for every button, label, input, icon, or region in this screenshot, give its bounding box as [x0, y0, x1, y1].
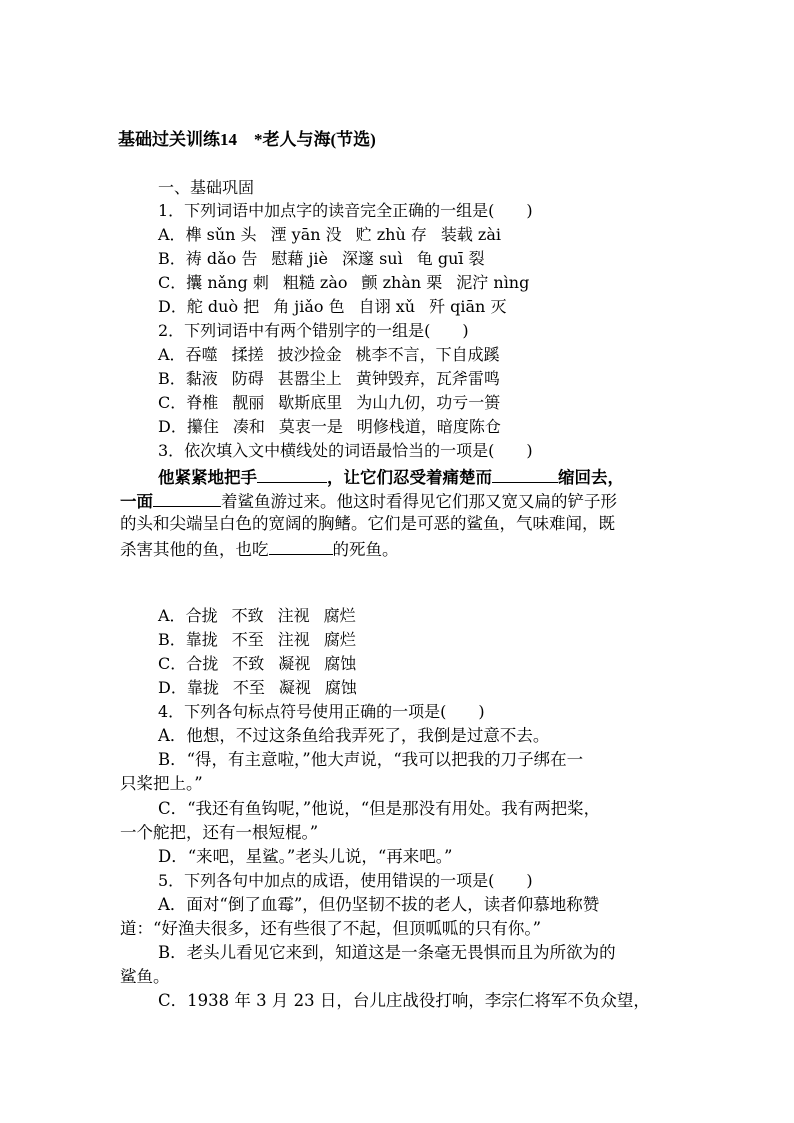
question-1-option-a	[158, 223, 515, 247]
passage-line	[158, 464, 624, 490]
option-item: 龟 guī 裂	[416, 249, 485, 268]
question-2-option-c	[158, 391, 514, 415]
option-item: 黏液	[185, 369, 218, 388]
option-label: B．	[158, 249, 186, 268]
option-item: 湮 yān 没	[270, 225, 342, 244]
fill-blank	[492, 464, 558, 483]
option-label: B．	[158, 369, 186, 388]
question-3-option-c	[158, 652, 370, 676]
option-item: 颤 zhàn 栗	[361, 273, 443, 292]
question-1-option-b	[158, 247, 499, 271]
option-label: A．	[158, 606, 186, 625]
section-heading: 一、基础巩固	[158, 178, 255, 197]
option-label: C．	[158, 273, 187, 292]
question-3-option-d	[158, 676, 371, 700]
option-label: D．	[158, 417, 187, 436]
passage-text: 的死鱼。	[332, 540, 399, 559]
question-5-line: A．面对“倒了血霉”，但仍坚韧不拔的老人，读者仰慕地称赞	[158, 895, 600, 914]
passage-text: 一面	[120, 492, 153, 511]
option-item: 合拢	[186, 654, 219, 673]
question-4-line: C．“我还有鱼钩呢，”他说，“但是那没有用处。我有两把桨，	[158, 799, 601, 818]
question-3-option-a	[158, 604, 370, 628]
option-item: 揉搓	[231, 345, 264, 364]
option-item: 注视	[277, 606, 310, 625]
option-item: 歇斯底里	[278, 393, 343, 412]
question-2-option-d	[158, 415, 515, 439]
option-item: 凝视	[278, 654, 311, 673]
option-item: 祷 dǎo 告	[185, 249, 258, 268]
question-4-stem: 4．下列各句标点符号使用正确的一项是( )	[158, 702, 485, 721]
question-5-stem: 5．下列各句中加点的成语，使用错误的一项是( )	[158, 871, 533, 890]
option-item: 为山九仞，功亏一篑	[356, 393, 501, 412]
question-1-option-c	[158, 271, 543, 295]
option-item: 黄钟毁弃，瓦斧雷鸣	[355, 369, 500, 388]
option-item: 角 jiǎo 色	[273, 297, 345, 316]
option-item: 甚嚣尘上	[277, 369, 342, 388]
option-item: 粗糙 zào	[282, 273, 348, 292]
passage-text: 杀害其他的鱼，也吃	[120, 540, 269, 559]
option-item: 不致	[231, 606, 264, 625]
question-5-line: 鲨鱼。	[120, 967, 170, 986]
question-4-line: A．他想，不过这条鱼给我弄死了，我倒是过意不去。	[158, 726, 550, 745]
option-label: C．	[158, 654, 187, 673]
question-3-option-b	[158, 628, 370, 652]
passage-text: 他紧紧地把手	[158, 468, 257, 487]
passage-line	[120, 536, 399, 562]
option-item: 攮 nǎng 刺	[186, 273, 269, 292]
option-item: 披沙捡金	[277, 345, 342, 364]
question-4-line: 一个舵把，还有一根短棍。”	[120, 823, 319, 842]
option-item: 攥住	[186, 417, 219, 436]
option-item: 合拢	[185, 606, 218, 625]
option-item: 腐蚀	[324, 678, 357, 697]
option-item: 脊椎	[186, 393, 219, 412]
question-4-line: B．“得，有主意啦，”他大声说，“我可以把我的刀子绑在一	[158, 750, 584, 769]
option-item: 歼 qiān 灭	[429, 297, 507, 316]
option-item: 腐蚀	[324, 654, 357, 673]
question-4-line: 只桨把上。”	[120, 774, 203, 793]
question-2-stem: 2．下列词语中有两个错别字的一组是( )	[158, 321, 469, 340]
option-item: 凝视	[278, 678, 311, 697]
option-item: 贮 zhù 存	[355, 225, 427, 244]
option-item: 深邃 suì	[342, 249, 403, 268]
option-item: 腐烂	[323, 606, 356, 625]
passage-text: ，让它们忍受着痛楚而	[327, 468, 492, 487]
option-item: 自诩 xǔ	[358, 297, 416, 316]
passage-line: 的头和尖端呈白色的宽阔的胸鳍。它们是可恶的鲨鱼，气味难闻，既	[120, 514, 615, 533]
question-5-line: B．老头儿看见它来到，知道这是一条毫无畏惧而且为所欲为的	[158, 943, 616, 962]
option-label: B．	[158, 630, 186, 649]
option-item: 靠拢	[185, 630, 218, 649]
passage-line	[120, 488, 617, 514]
question-2-option-b	[158, 367, 514, 391]
question-5-line: C．1938 年 3 月 23 日，台儿庄战役打响，李宗仁将军不负众望，	[158, 991, 650, 1010]
option-label: A．	[158, 345, 186, 364]
question-4-line: D．“来吧，星鲨。”老头儿说，“再来吧。”	[158, 847, 453, 866]
question-1-stem: 1．下列词语中加点字的读音完全正确的一组是( )	[158, 201, 533, 220]
question-5-line: 道：“好渔夫很多，还有些很了不起，但顶呱呱的只有你。”	[120, 919, 542, 938]
option-item: 不至	[231, 630, 264, 649]
option-item: 凑和	[232, 417, 265, 436]
option-item: 注视	[277, 630, 310, 649]
option-item: 靓丽	[232, 393, 265, 412]
fill-blank	[257, 464, 327, 483]
fill-blank	[153, 488, 221, 507]
page-title: 基础过关训练14 *老人与海(节选)	[118, 130, 376, 149]
question-2-option-a	[158, 343, 514, 367]
option-label: D．	[158, 678, 187, 697]
option-label: C．	[158, 393, 187, 412]
option-item: 腐烂	[323, 630, 356, 649]
option-label: D．	[158, 297, 187, 316]
option-item: 莫衷一是	[278, 417, 343, 436]
option-item: 防碍	[231, 369, 264, 388]
question-3-stem: 3．依次填入文中横线处的词语最恰当的一项是( )	[158, 441, 533, 460]
option-item: 不至	[232, 678, 265, 697]
option-item: 舵 duò 把	[186, 297, 260, 316]
option-item: 吞噬	[185, 345, 218, 364]
option-label: A．	[158, 225, 186, 244]
option-item: 明修栈道，暗度陈仓	[356, 417, 501, 436]
option-item: 不致	[232, 654, 265, 673]
option-item: 桃李不言，下自成蹊	[355, 345, 500, 364]
passage-text: 着鲨鱼游过来。他这时看得见它们那又宽又扁的铲子形	[221, 492, 617, 511]
question-1-option-d	[158, 295, 520, 319]
option-item: 泥泞 nìng	[456, 273, 530, 292]
option-item: 装载 zài	[440, 225, 502, 244]
option-item: 靠拢	[186, 678, 219, 697]
option-item: 慰藉 jiè	[271, 249, 328, 268]
fill-blank	[269, 536, 333, 555]
passage-text: 缩回去，	[558, 468, 624, 487]
option-item: 榫 sǔn 头	[185, 225, 257, 244]
